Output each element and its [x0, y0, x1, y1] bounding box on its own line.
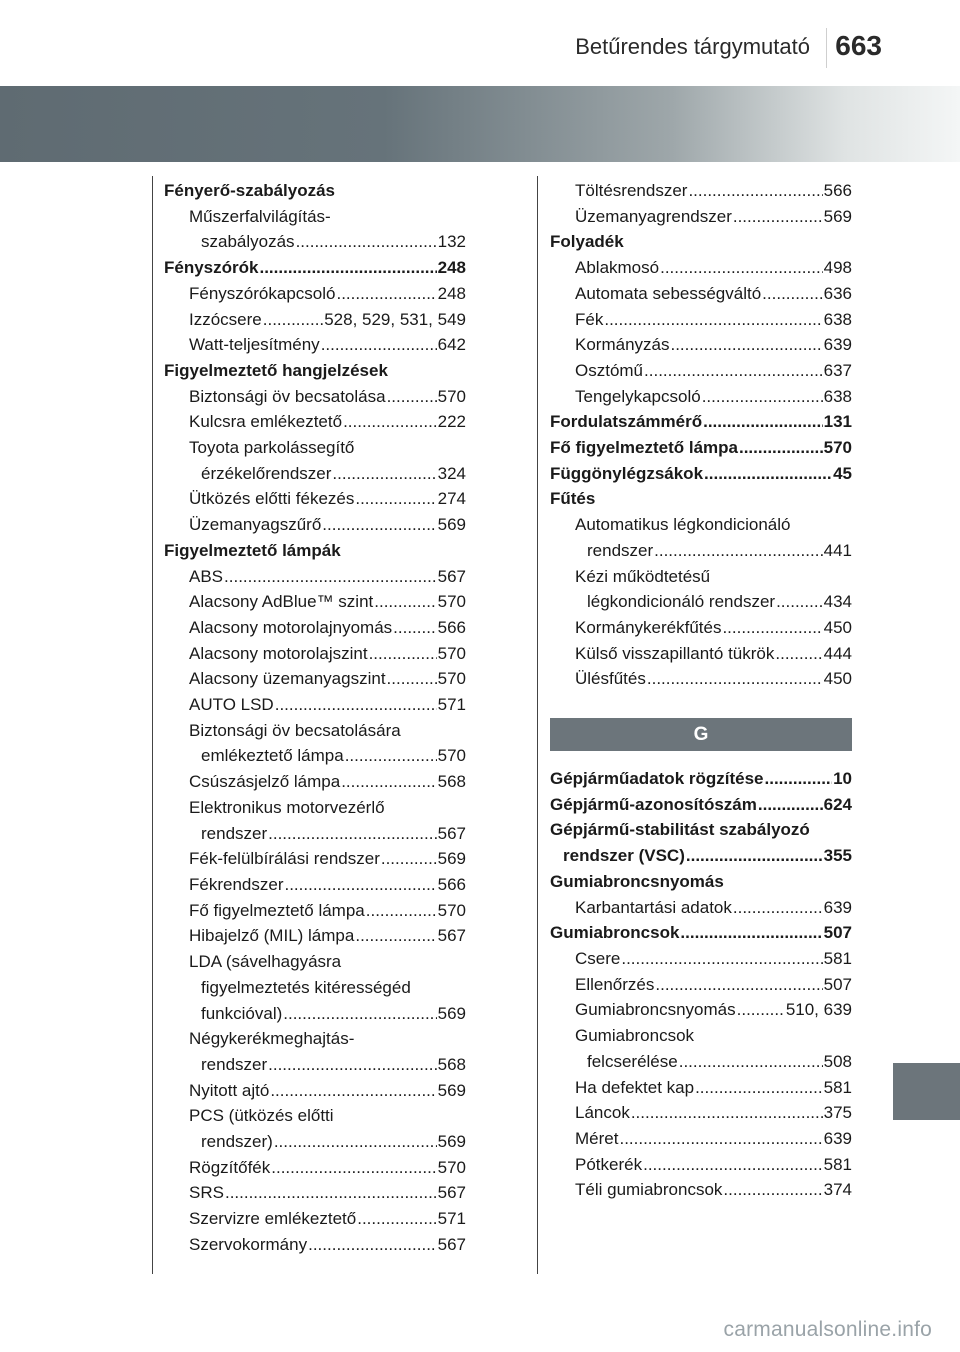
index-entry-label: Gépjármű-azonosítószám — [550, 794, 757, 814]
index-entry-label: PCS (ütközés előtti — [189, 1106, 334, 1126]
dot-leader — [355, 486, 436, 512]
index-entry-label: Gépjárműadatok rögzítése — [550, 769, 764, 789]
index-entry-label: Gumiabroncsnyomás — [550, 871, 724, 891]
index-entry-label: Külső visszapillantó tükrök — [575, 643, 775, 663]
index-entry-label: Watt-teljesítmény — [189, 335, 320, 355]
dot-leader — [357, 1206, 436, 1232]
index-entry-page[interactable]: 581 — [823, 948, 852, 968]
index-entry — [164, 486, 466, 512]
index-entry-label: Fék — [575, 309, 604, 329]
dot-leader — [366, 898, 437, 924]
index-entry — [164, 409, 466, 435]
index-entry-page[interactable]: 570 — [437, 592, 466, 612]
index-entry — [164, 1026, 466, 1052]
index-entry-page[interactable]: 624 — [823, 794, 852, 814]
index-entry-label: Kézi működtetésű — [575, 566, 711, 586]
index-entry-page[interactable]: 566 — [823, 181, 852, 200]
dot-leader — [332, 461, 436, 487]
dot-leader — [271, 1155, 436, 1181]
index-entry-page[interactable]: 567 — [437, 823, 466, 843]
index-entry-label: SRS — [189, 1183, 224, 1203]
index-column-right — [550, 178, 852, 1203]
index-entry-page[interactable]: 639 — [823, 897, 852, 917]
index-entry-label: Kulcsra emlékeztető — [189, 412, 343, 432]
index-entry — [164, 718, 466, 744]
dot-leader — [644, 358, 823, 384]
index-entry — [550, 358, 852, 384]
index-entry — [550, 869, 852, 895]
dot-leader — [259, 255, 436, 281]
index-entry-page[interactable]: 567 — [437, 1183, 466, 1203]
index-entry — [164, 975, 466, 1001]
index-entry — [164, 743, 466, 769]
index-entry — [550, 766, 852, 792]
dot-leader — [695, 1075, 823, 1101]
dot-leader — [381, 846, 437, 872]
dot-leader — [758, 792, 823, 818]
index-entry — [164, 846, 466, 872]
index-entry-label: Üzemanyagrendszer — [575, 206, 732, 226]
index-entry — [164, 769, 466, 795]
index-entry-label: Automata sebességváltó — [575, 283, 762, 303]
index-entry-label: Alacsony motorolajszint — [189, 643, 368, 663]
index-entry-page[interactable]: 569 — [437, 515, 466, 535]
index-entry-label: rendszer (VSC) — [563, 846, 685, 866]
index-entry-label: Figyelmeztető lámpák — [164, 540, 341, 560]
index-entry-label: Karbantartási adatok — [575, 897, 732, 917]
index-entry-label: Fényszórók — [164, 258, 259, 278]
dot-leader — [776, 589, 823, 615]
index-entry-label: Gumiabroncsok — [550, 923, 680, 943]
index-entry — [550, 589, 852, 615]
index-column-right-f-entries — [550, 178, 852, 692]
index-entry — [164, 1078, 466, 1104]
index-entry-page[interactable]: 567 — [437, 566, 466, 586]
index-entry — [550, 615, 852, 641]
index-entry — [550, 1023, 852, 1049]
index-entry-page[interactable]: 248 — [437, 258, 466, 278]
index-entry — [550, 972, 852, 998]
index-entry — [550, 1100, 852, 1126]
index-entry — [164, 898, 466, 924]
index-entry-label: Izzócsere — [189, 309, 262, 329]
index-entry-label: Fényszórókapcsoló — [189, 283, 336, 303]
index-column-left — [164, 178, 466, 1258]
index-entry-page[interactable]: 566 — [437, 617, 466, 637]
dot-leader — [670, 332, 822, 358]
index-entry — [550, 1075, 852, 1101]
index-entry-label: Csere — [575, 948, 621, 968]
index-entry-page[interactable]: 638 — [823, 386, 852, 406]
index-entry — [550, 538, 852, 564]
dot-leader — [268, 1052, 436, 1078]
index-entry-page[interactable]: 450 — [823, 669, 852, 689]
index-entry-label: Automatikus légkondicionáló — [575, 515, 791, 535]
index-entry-page[interactable]: 570 — [437, 669, 466, 689]
dot-leader — [686, 843, 823, 869]
index-entry — [164, 384, 466, 410]
index-entry-label: Osztómű — [575, 360, 644, 380]
index-entry — [164, 178, 466, 204]
dot-leader — [654, 538, 822, 564]
index-entry-label: figyelmeztetés kitérességéd — [201, 977, 411, 997]
index-entry-page[interactable]: 637 — [823, 360, 852, 380]
index-entry — [164, 512, 466, 538]
dot-leader — [225, 1180, 437, 1206]
index-entry — [164, 666, 466, 692]
index-entry-label: Szervokormány — [189, 1234, 308, 1254]
index-entry — [550, 384, 852, 410]
dot-leader — [643, 1152, 823, 1178]
index-entry — [550, 204, 852, 230]
dot-leader — [345, 743, 437, 769]
index-entry-label: Töltésrendszer — [575, 181, 688, 200]
index-entry-label: Biztonsági öv becsatolására — [189, 720, 401, 740]
index-entry — [550, 307, 852, 333]
index-entry — [550, 1126, 852, 1152]
index-entry-page[interactable]: 10 — [833, 769, 852, 789]
index-entry-page[interactable]: 248 — [437, 283, 466, 303]
index-entry-label: Gumiabroncsnyomás — [575, 1000, 736, 1020]
index-entry-page[interactable]: 569 — [437, 1003, 466, 1023]
index-entry-page[interactable]: 507 — [823, 974, 852, 994]
index-entry — [164, 461, 466, 487]
index-entry-page[interactable]: 434 — [823, 592, 852, 612]
index-entry — [550, 229, 852, 255]
index-entry-page[interactable]: 570 — [823, 438, 852, 458]
index-entry — [550, 332, 852, 358]
index-entry-page[interactable]: 570 — [437, 386, 466, 406]
index-entry-label: Figyelmeztető hangjelzések — [164, 360, 388, 380]
index-entry-label: Biztonsági öv becsatolása — [189, 386, 386, 406]
index-entry-label: Ütközés előtti fékezés — [189, 489, 355, 509]
index-entry — [550, 1049, 852, 1075]
index-entry-label: Csúszásjelző lámpa — [189, 772, 341, 792]
dot-leader — [604, 307, 822, 333]
index-entry-label: rendszer) — [201, 1132, 273, 1152]
dot-leader — [296, 229, 437, 255]
index-entry-label: rendszer — [587, 540, 654, 560]
dot-leader — [702, 384, 823, 410]
index-entry — [550, 435, 852, 461]
index-entry-label: Kormánykerékfűtés — [575, 617, 722, 637]
index-entry — [164, 923, 466, 949]
index-entry-page[interactable]: 567 — [437, 926, 466, 946]
index-entry-label: Függönylégzsákok — [550, 463, 704, 483]
dot-leader — [268, 821, 436, 847]
index-entry — [164, 692, 466, 718]
index-entry — [550, 641, 852, 667]
index-entry — [550, 666, 852, 692]
index-entry — [550, 178, 852, 204]
header-divider — [826, 28, 827, 68]
dot-leader — [704, 461, 832, 487]
index-entry-label: ABS — [189, 566, 224, 586]
index-entry-label: Folyadék — [550, 232, 624, 252]
index-entry-page[interactable]: 441 — [823, 540, 852, 560]
index-entry-label: Téli gumiabroncsok — [575, 1180, 723, 1200]
index-entry — [164, 564, 466, 590]
index-entry — [164, 255, 466, 281]
dot-leader — [739, 435, 823, 461]
dot-leader — [680, 920, 822, 946]
dot-leader — [336, 281, 436, 307]
dot-leader — [765, 766, 833, 792]
index-entry-page[interactable]: 570 — [437, 900, 466, 920]
index-entry — [164, 949, 466, 975]
index-entry-label: felcserélése — [587, 1051, 678, 1071]
dot-leader — [343, 409, 437, 435]
index-entry-page[interactable]: 528, 529, 531, 549 — [324, 309, 466, 329]
index-entry-page[interactable]: 132 — [437, 232, 466, 252]
index-entry — [164, 1155, 466, 1181]
index-entry-page[interactable]: 508 — [823, 1051, 852, 1071]
index-entry-label: Ülésfűtés — [575, 669, 646, 689]
dot-leader — [660, 255, 823, 281]
index-entry-page[interactable]: 639 — [823, 1128, 852, 1148]
index-entry-label: funkcióval) — [201, 1003, 283, 1023]
index-entry-label: Műszerfalvilágítás- — [189, 206, 331, 226]
index-entry-page[interactable]: 581 — [823, 1077, 852, 1097]
index-entry-page[interactable]: 45 — [833, 463, 852, 483]
index-entry-page[interactable]: 569 — [437, 1080, 466, 1100]
index-entry-page[interactable]: 571 — [437, 695, 466, 715]
index-entry-page[interactable]: 642 — [437, 335, 466, 355]
index-entry-page[interactable]: 568 — [437, 772, 466, 792]
index-entry-page[interactable]: 569 — [437, 849, 466, 869]
page-title: Betűrendes tárgymutató — [575, 34, 810, 59]
index-entry-label: Négykerékmeghajtás- — [189, 1029, 355, 1049]
index-entry-page[interactable]: 639 — [823, 335, 852, 355]
index-entry-page[interactable]: 638 — [823, 309, 852, 329]
index-entry-label: Fordulatszámmérő — [550, 412, 703, 432]
index-entry-label: Toyota parkolássegítő — [189, 438, 355, 458]
index-entry — [550, 920, 852, 946]
index-entry — [550, 792, 852, 818]
index-entry-label: Alacsony AdBlue™ szint — [189, 592, 374, 612]
index-entry — [164, 204, 466, 230]
index-entry — [164, 332, 466, 358]
dot-leader — [762, 281, 822, 307]
index-entry — [164, 1232, 466, 1258]
index-entry-label: légkondicionáló rendszer — [587, 592, 776, 612]
section-header-g-label: G — [693, 723, 709, 745]
dot-leader — [393, 615, 436, 641]
index-entry-label: AUTO LSD — [189, 695, 274, 715]
dot-leader — [679, 1049, 823, 1075]
index-entry — [550, 997, 852, 1023]
dot-leader — [655, 972, 822, 998]
index-entry-label: Szervizre emlékeztető — [189, 1209, 357, 1229]
index-entry — [164, 1052, 466, 1078]
index-entry-label: érzékelőrendszer — [201, 463, 332, 483]
dot-leader — [733, 895, 823, 921]
index-entry-label: Ablakmosó — [575, 258, 660, 278]
index-entry-page[interactable]: 131 — [823, 412, 852, 432]
index-entry — [164, 1103, 466, 1129]
index-entry-label: Fűtés — [550, 489, 596, 509]
index-entry-page[interactable]: 450 — [823, 617, 852, 637]
watermark: carmanualsonline.info — [723, 1318, 932, 1341]
page-header — [0, 0, 960, 78]
index-entry-label: Fényerő-szabályozás — [164, 181, 336, 200]
index-entry-label: Nyitott ajtó — [189, 1080, 270, 1100]
index-entry-page[interactable]: 274 — [437, 489, 466, 509]
dot-leader — [688, 178, 822, 204]
index-entry-page[interactable]: 498 — [823, 258, 852, 278]
index-entry-label: rendszer — [201, 823, 268, 843]
dot-leader — [283, 1001, 436, 1027]
index-entry-label: Fék-felülbírálási rendszer — [189, 849, 380, 869]
column-rule-middle — [537, 176, 538, 1274]
index-entry-label: Pótkerék — [575, 1154, 643, 1174]
index-entry-page[interactable]: 570 — [437, 1157, 466, 1177]
index-entry — [550, 512, 852, 538]
index-entry-label: Alacsony motorolajnyomás — [189, 617, 393, 637]
index-entry — [550, 281, 852, 307]
index-entry-label: Kormányzás — [575, 335, 670, 355]
dot-leader — [621, 946, 822, 972]
index-entry-label: Alacsony üzemanyagszint — [189, 669, 386, 689]
index-entry-page[interactable]: 570 — [437, 746, 466, 766]
index-entry — [550, 1177, 852, 1203]
dot-leader — [722, 615, 822, 641]
index-entry — [164, 641, 466, 667]
index-entry — [164, 821, 466, 847]
index-entry — [164, 435, 466, 461]
index-entry-label: Gumiabroncsok — [575, 1026, 695, 1046]
index-entry — [550, 564, 852, 590]
dot-leader — [355, 923, 436, 949]
index-entry-label: Rögzítőfék — [189, 1157, 271, 1177]
index-entry-page[interactable]: 569 — [437, 1132, 466, 1152]
chapter-side-tab[interactable] — [893, 1063, 960, 1120]
index-entry — [550, 486, 852, 512]
index-entry — [164, 872, 466, 898]
dot-leader — [274, 1129, 437, 1155]
index-entry-page[interactable]: 568 — [437, 1054, 466, 1074]
index-entry-page[interactable]: 507 — [823, 923, 852, 943]
index-entry-label: Láncok — [575, 1103, 630, 1123]
index-entry-page[interactable]: 581 — [823, 1154, 852, 1174]
index-entry — [550, 1152, 852, 1178]
dot-leader — [369, 641, 437, 667]
index-entry — [550, 843, 852, 869]
index-entry — [164, 795, 466, 821]
index-entry-label: Fő figyelmeztető lámpa — [189, 900, 365, 920]
index-entry-page[interactable]: 570 — [437, 643, 466, 663]
dot-leader — [647, 666, 823, 692]
index-entry — [164, 538, 466, 564]
dot-leader — [275, 692, 437, 718]
index-entry — [164, 281, 466, 307]
dot-leader — [775, 641, 822, 667]
index-entry-page[interactable]: 222 — [437, 412, 466, 432]
dot-leader — [341, 769, 436, 795]
index-entry-page[interactable]: 567 — [437, 1234, 466, 1254]
page-number: 663 — [835, 30, 882, 61]
dot-leader — [619, 1126, 822, 1152]
dot-leader — [387, 384, 437, 410]
index-entry-label: Hibajelző (MIL) lámpa — [189, 926, 355, 946]
index-entry-page[interactable]: 571 — [437, 1209, 466, 1229]
index-entry-page[interactable]: 444 — [823, 643, 852, 663]
index-entry-label: Méret — [575, 1128, 619, 1148]
index-entry-label: rendszer — [201, 1054, 268, 1074]
index-entry-label: Fékrendszer — [189, 874, 284, 894]
dot-leader — [631, 1100, 823, 1126]
dot-leader — [322, 512, 436, 538]
dot-leader — [374, 589, 436, 615]
index-entry-label: Üzemanyagszűrő — [189, 515, 322, 535]
index-entry-label: LDA (sávelhagyásra — [189, 952, 342, 972]
index-entry — [164, 1180, 466, 1206]
dot-leader — [737, 997, 785, 1023]
index-entry-label: Tengelykapcsoló — [575, 386, 701, 406]
index-entry — [164, 307, 466, 333]
dot-leader — [224, 564, 437, 590]
index-entry-label: Fő figyelmeztető lámpa — [550, 438, 738, 458]
dot-leader — [321, 332, 437, 358]
index-entry-page[interactable]: 375 — [823, 1103, 852, 1123]
index-entry — [164, 1001, 466, 1027]
index-entry-page[interactable]: 566 — [437, 874, 466, 894]
index-entry-page[interactable]: 355 — [823, 846, 852, 866]
index-entry-label: Ha defektet kap — [575, 1077, 695, 1097]
index-entry — [164, 1206, 466, 1232]
dot-leader — [263, 307, 323, 333]
header-banner — [0, 86, 960, 162]
index-entry — [550, 946, 852, 972]
index-entry-page[interactable]: 510, 639 — [785, 1000, 852, 1020]
dot-leader — [308, 1232, 437, 1258]
index-entry-page[interactable]: 324 — [437, 463, 466, 483]
index-entry-page[interactable]: 636 — [823, 283, 852, 303]
index-entry — [550, 817, 852, 843]
index-entry — [164, 615, 466, 641]
section-header-g — [550, 718, 852, 751]
index-entry-label: Elektronikus motorvezérlő — [189, 797, 385, 817]
column-rule-left — [152, 176, 153, 1274]
index-entry-label: Ellenőrzés — [575, 974, 655, 994]
index-column-right-g-entries — [550, 766, 852, 1203]
dot-leader — [387, 666, 437, 692]
index-entry — [550, 409, 852, 435]
dot-leader — [270, 1078, 436, 1104]
dot-leader — [703, 409, 823, 435]
index-entry — [164, 1129, 466, 1155]
index-entry-label: emlékeztető lámpa — [201, 746, 344, 766]
index-entry — [550, 461, 852, 487]
index-entry — [550, 255, 852, 281]
index-entry — [164, 229, 466, 255]
index-entry — [164, 358, 466, 384]
index-entry-page[interactable]: 374 — [823, 1180, 852, 1200]
dot-leader — [284, 872, 436, 898]
index-entry — [164, 589, 466, 615]
index-entry — [550, 895, 852, 921]
index-entry-label: Gépjármű-stabilitást szabályozó — [550, 820, 810, 840]
dot-leader — [723, 1177, 822, 1203]
index-entry-page[interactable]: 569 — [823, 206, 852, 226]
index-entry-label: szabályozás — [201, 232, 295, 252]
dot-leader — [733, 204, 823, 230]
